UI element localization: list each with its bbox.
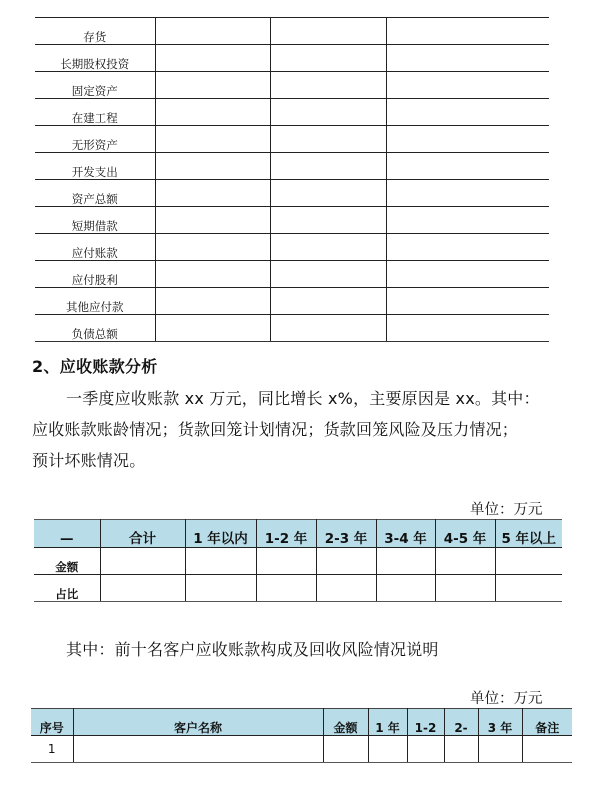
column-header: 1-2 年: [256, 520, 316, 548]
top-customers-caption: 其中：前十名客户应收账款构成及回收风险情况说明: [66, 640, 439, 659]
row-label: 资产总额: [35, 180, 155, 207]
table-cell[interactable]: [155, 126, 270, 153]
table-cell[interactable]: [256, 548, 316, 575]
column-header: 2-3 年: [316, 520, 376, 548]
table-cell[interactable]: [495, 548, 562, 575]
row-index: 1: [31, 736, 73, 763]
column-header: —: [34, 520, 100, 548]
table-row: [34, 548, 562, 575]
table-cell[interactable]: [444, 736, 478, 763]
section-paragraph: [32, 383, 572, 476]
table-cell[interactable]: [155, 153, 270, 180]
column-header: 1 年: [368, 709, 407, 736]
table-cell[interactable]: [270, 180, 386, 207]
table-cell[interactable]: [386, 180, 549, 207]
table-header-row: [31, 709, 572, 736]
table-cell[interactable]: [368, 736, 407, 763]
table-cell[interactable]: [386, 126, 549, 153]
column-header: 备注: [522, 709, 572, 736]
table-row: [35, 288, 549, 315]
table-cell[interactable]: [376, 575, 435, 602]
table-row: [35, 99, 549, 126]
row-label: 无形资产: [35, 126, 155, 153]
table-cell[interactable]: [270, 234, 386, 261]
unit-label: 单位：万元: [470, 691, 543, 707]
column-header: 3 年: [478, 709, 522, 736]
column-header: 4-5 年: [435, 520, 495, 548]
table-header-row: [34, 520, 562, 548]
table-row: [35, 153, 549, 180]
table-row: [31, 736, 572, 763]
section-heading: 2、应收账款分析: [32, 357, 158, 376]
table-cell[interactable]: [155, 45, 270, 72]
column-header: 1-2: [407, 709, 444, 736]
table-cell[interactable]: [155, 207, 270, 234]
table-cell[interactable]: [495, 575, 562, 602]
table-cell[interactable]: [323, 736, 368, 763]
table-cell[interactable]: [386, 207, 549, 234]
table-cell[interactable]: [155, 180, 270, 207]
table-cell[interactable]: [522, 736, 572, 763]
table-cell[interactable]: [386, 72, 549, 99]
column-header: 合计: [100, 520, 185, 548]
column-header: 金额: [323, 709, 368, 736]
table-cell[interactable]: [155, 234, 270, 261]
table-cell[interactable]: [155, 261, 270, 288]
table-cell[interactable]: [386, 99, 549, 126]
table-cell[interactable]: [155, 315, 270, 342]
table-cell[interactable]: [270, 72, 386, 99]
table-cell[interactable]: [270, 207, 386, 234]
row-label: 应付股利: [35, 261, 155, 288]
row-label: 短期借款: [35, 207, 155, 234]
row-label: 占比: [34, 575, 100, 602]
unit-label: 单位：万元: [470, 502, 543, 518]
row-label: 其他应付款: [35, 288, 155, 315]
table-cell[interactable]: [270, 45, 386, 72]
table-row: [35, 18, 549, 45]
table-cell[interactable]: [435, 548, 495, 575]
table-cell[interactable]: [155, 72, 270, 99]
table-cell[interactable]: [155, 288, 270, 315]
table-cell[interactable]: [376, 548, 435, 575]
row-label: 在建工程: [35, 99, 155, 126]
table-row: [35, 126, 549, 153]
table-cell[interactable]: [185, 548, 256, 575]
column-header: 序号: [31, 709, 73, 736]
table-row: [35, 45, 549, 72]
row-label: 存货: [35, 18, 155, 45]
table-cell[interactable]: [386, 18, 549, 45]
table-row: [35, 180, 549, 207]
table-row: [35, 72, 549, 99]
row-label: 长期股权投资: [35, 45, 155, 72]
column-header: 1 年以内: [185, 520, 256, 548]
row-label: 应付账款: [35, 234, 155, 261]
table-cell[interactable]: [316, 575, 376, 602]
paragraph-line: 一季度应收账款 xx 万元，同比增长 x%，主要原因是 xx。其中：: [66, 389, 540, 408]
table-row: [35, 261, 549, 288]
table-cell[interactable]: [270, 99, 386, 126]
table-cell[interactable]: [270, 126, 386, 153]
table-cell[interactable]: [270, 18, 386, 45]
table-cell[interactable]: [270, 288, 386, 315]
row-label: 负债总额: [35, 315, 155, 342]
balance-table: [35, 17, 549, 342]
table-row: [35, 207, 549, 234]
column-header: 3-4 年: [376, 520, 435, 548]
column-header: 5 年以上: [495, 520, 562, 548]
table-row: [35, 315, 549, 342]
table-cell[interactable]: [386, 153, 549, 180]
paragraph-line: 预计坏账情况。: [32, 451, 146, 470]
table-cell[interactable]: [270, 153, 386, 180]
table-cell[interactable]: [435, 575, 495, 602]
aging-table: [34, 519, 562, 602]
table-cell[interactable]: [316, 548, 376, 575]
table-cell[interactable]: [100, 575, 185, 602]
row-label: 金额: [34, 548, 100, 575]
table-cell[interactable]: [386, 45, 549, 72]
column-header: 客户名称: [73, 709, 323, 736]
table-cell[interactable]: [185, 575, 256, 602]
table-cell[interactable]: [386, 288, 549, 315]
paragraph-line: 应收账款账龄情况；货款回笼计划情况；货款回笼风险及压力情况；: [32, 420, 519, 439]
table-cell[interactable]: [407, 736, 444, 763]
table-cell[interactable]: [256, 575, 316, 602]
table-cell[interactable]: [478, 736, 522, 763]
table-cell[interactable]: [270, 261, 386, 288]
table-cell[interactable]: [386, 234, 549, 261]
table-cell[interactable]: [270, 315, 386, 342]
table-row: [35, 234, 549, 261]
table-cell[interactable]: [73, 736, 323, 763]
row-label: 固定资产: [35, 72, 155, 99]
table-cell[interactable]: [155, 99, 270, 126]
top-customers-table: [31, 708, 572, 763]
column-header: 2-: [444, 709, 478, 736]
table-cell[interactable]: [155, 18, 270, 45]
table-row: [34, 575, 562, 602]
table-cell[interactable]: [100, 548, 185, 575]
table-cell[interactable]: [386, 261, 549, 288]
table-cell[interactable]: [386, 315, 549, 342]
row-label: 开发支出: [35, 153, 155, 180]
